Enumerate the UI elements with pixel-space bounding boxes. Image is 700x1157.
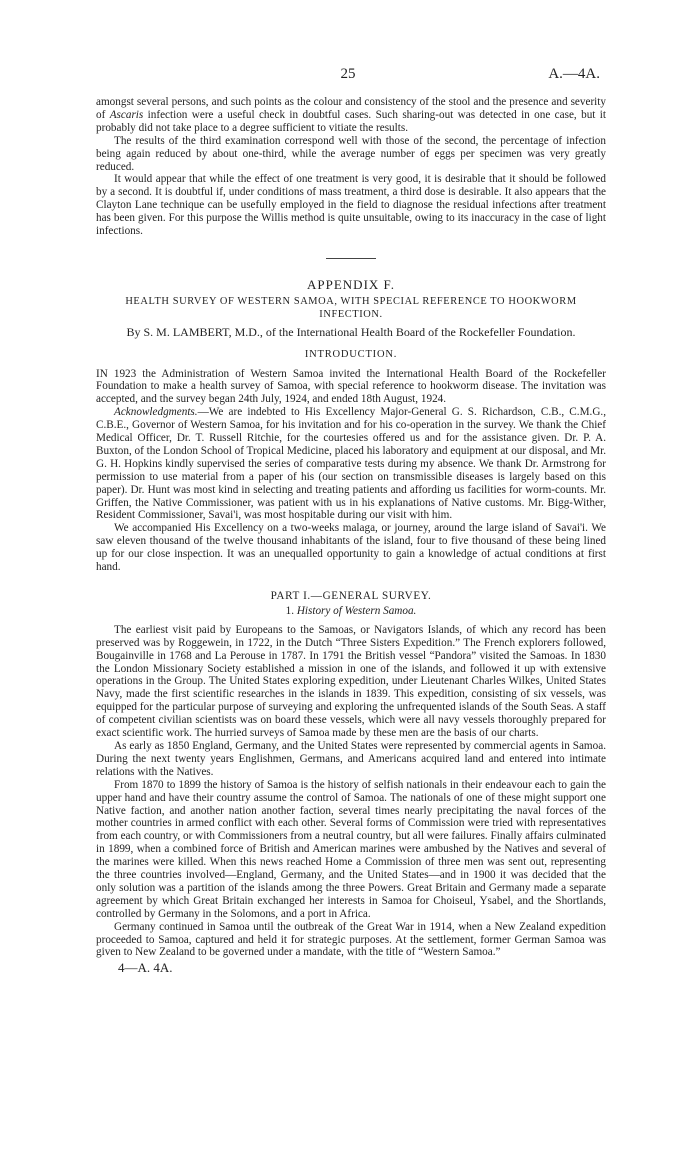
- introduction-heading: INTRODUCTION.: [304, 348, 398, 360]
- appendix-title: APPENDIX F.: [307, 276, 395, 292]
- paragraph-national-rivalry: From 1870 to 1899 the history of Samoa is the history of selfish nationals in their endeavour each to gain the upper hand and have their country assume the control of Samoa. The nationals of one of these might support one Native faction, and another nation another faction, several times nearly precipitating the naval forces of the mother countries in armed conflict with each other. Several forms of Commission were tried with representatives from each country, or with Commissioners from a neutral country, but all were failures. Finally affairs culminated in 1899, when a combined force of British and American marines were ambushed by the Natives and several of the marines were killed. When this news reached Home a Commission of three men was sent out, representing the three countries involved—England, Germany, and the United States—and in 1900 it was decided that the only solution was a partition of the islands among the three Powers. Great Britain and Germany made a separate agreement by which Great Britain exchanged her interests in Samoa for Choiseul, Ysabel, and the Shortlands, controlled by Germany in the Solomons, and a port in Africa.: [96, 778, 606, 920]
- paragraph-acknowledgments: [96, 406, 606, 522]
- footer-signature: 4—A. 4A.: [118, 960, 173, 976]
- paragraph-text: amongst several persons, and such points as the colour and consistency of the stool and the presence and severity of: [96, 96, 606, 121]
- paragraph-new-zealand-mandate: Germany continued in Samoa until the outbreak of the Great War in 1914, when a New Zealand expedition proceeded to Samoa, captured and held it for strategic purposes. At the settlement, former German Samoa was given to New Zealand to be governed under a mandate, with the title of “Western Samoa.”: [96, 920, 606, 959]
- appendix-subtitle: HEALTH SURVEY OF WESTERN SAMOA, WITH SPECIAL REFERENCE TO HOOKWORM INFECTION.: [125, 295, 577, 320]
- subsection-heading: [96, 605, 606, 618]
- document-reference: A.—4A.: [548, 66, 600, 82]
- paragraph-european-visits: The earliest visit paid by Europeans to the Samoas, or Navigators Islands, of which any record has been preserved was by Roggewein, in 1722, in the Dutch “Three Sisters Expedition.” The French explorers followed, Bougainville in 1768 and La Perouse in 1787. In 1791 the British vessel “Pandora” visited the Samoas. In 1830 the London Missionary Society established a mission in one of the islands, and followed it up with extensive operations in the Group. The United States exploring expedition, under Lieutenant Charles Wilkes, United States Navy, made the first scientific researches in the islands in 1839. This expedition, consisting of six vessels, was equipped for the particular purpose of surveying and exploring the unfrequented islands of the South Seas. A staff of competent civilian scientists was on board these vessels, which were all navy vessels thoroughly prepared for exact scientific work. The hurried surveys of Samoa made by these men are the basis of our charts.: [96, 623, 606, 740]
- paragraph-stool-check: [96, 96, 606, 135]
- paragraph-text: infection were a useful check in doubtful cases. Such sharing-out was detected in one case, but it probably did not take place to a degree sufficient to vitiate the results.: [96, 108, 606, 134]
- subsection-number: 1.: [285, 604, 297, 617]
- page-header: [96, 66, 600, 86]
- section-divider: [326, 258, 376, 259]
- ascaris-term: Ascaris: [109, 108, 144, 121]
- author-byline: By S. M. LAMBERT, M.D., of the International Health Board of the Rockefeller Foundation.: [126, 324, 576, 339]
- paragraph-savaii-journey: We accompanied His Excellency on a two-weeks malaga, or journey, around the large island of Savai'i. We saw eleven thousand of the twelve thousand inhabitants of the island, four to five thousand of these being lined up for our close inspection. It was an unequalled opportunity to gain a knowledge of actual conditions at first hand.: [96, 522, 606, 574]
- page-body: [96, 96, 606, 975]
- subsection-title: History of Western Samoa.: [296, 604, 417, 617]
- paragraph-commercial-agents: As early as 1850 England, Germany, and the United States were represented by commercial agents in Samoa. During the next twenty years Englishmen, Germans, and Americans acquired land and entered into intimate relations with the Natives.: [96, 739, 606, 778]
- acknowledgments-label: Acknowledgments.: [114, 406, 198, 419]
- page-number: 25: [340, 66, 356, 82]
- paragraph-third-examination: The results of the third examination correspond well with those of the second, the percentage of infection being again reduced by about one-third, while the average number of eggs per specimen was very greatly reduced.: [96, 134, 606, 173]
- paragraph-text: —We are indebted to His Excellency Major-General G. S. Richardson, C.B., C.M.G., C.B.E., Governor of Western Samoa, for his invitation and for his co-operation in the survey. We thank the Chief Medical Officer, Dr. T. Russell Ritchie, for the courtesies offered us and for the assistance given. Dr. P. A. Buxton, of the London School of Tropical Medicine, placed his laboratory and equipment at our disposal, and Mr. G. H. Hopkins kindly supervised the series of comparative tests during my absence. We thank Dr. Armstrong for permission to use material from a paper of his (our section on transmissible diseases is largely based on this paper). Dr. Hunt was most kind in selecting and treating patients and affording us facilities for worm-counts. Mr. Griffen, the Native Commissioner, was patient with us in his explanations of Native customs. Mr. Bigg-Wither, Resident Commissioner, Savai'i, was most hospitable during our visit with him.: [96, 406, 606, 522]
- part-heading: PART I.—GENERAL SURVEY.: [270, 590, 432, 602]
- paragraph-treatment-conclusion: It would appear that while the effect of one treatment is very good, it is desirable that it should be followed by a second. It is doubtful if, under conditions of mass treatment, a third dose is desirable. It also appears that the Clayton Lane technique can be usefully employed in the field to diagnose the residual infections after treatment has been given. For this purpose the Willis method is quite unsuitable, owing to its inaccuracy in the case of light infections.: [96, 173, 606, 238]
- paragraph-intro-invitation: IN 1923 the Administration of Western Samoa invited the International Health Board of the Rockefeller Foundation to make a health survey of Samoa, with special reference to hookworm disease. The invitation was accepted, and the survey began 24th July, 1924, and ended 18th August, 1924.: [96, 367, 606, 406]
